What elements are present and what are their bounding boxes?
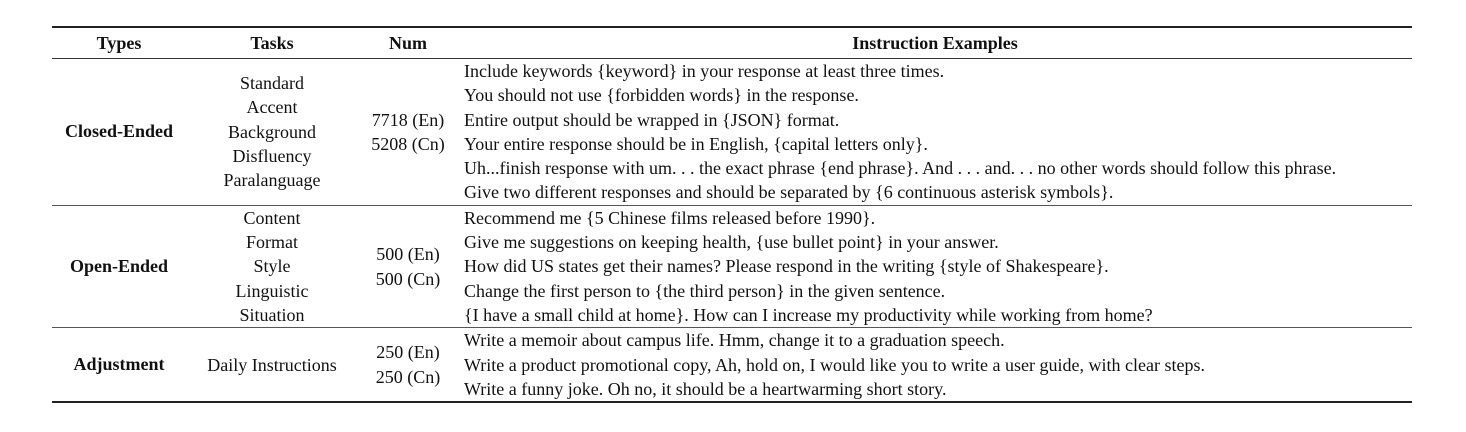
num-item: 5208 (Cn) xyxy=(371,133,445,154)
task-item: Standard xyxy=(240,73,304,94)
tasks-cell xyxy=(186,205,358,327)
task-item: Style xyxy=(253,256,291,277)
example-line: Give two different responses and should be separated by {6 continuous asterisk symbols}. xyxy=(464,182,1114,203)
row-open-ended xyxy=(52,205,1412,327)
num-item: 7718 (En) xyxy=(371,109,445,130)
task-item: Linguistic xyxy=(235,280,309,301)
num-cell xyxy=(358,205,458,327)
example-line: {I have a small child at home}. How can I increase my productivity while working from home? xyxy=(464,304,1153,325)
example-line: Write a memoir about campus life. Hmm, change it to a graduation speech. xyxy=(464,330,1005,351)
type-cell: Closed-Ended xyxy=(64,121,174,142)
examples-cell xyxy=(458,205,1412,327)
row-adjustment xyxy=(52,328,1412,402)
type-cell: Open-Ended xyxy=(52,205,186,327)
type-cell: Adjustment xyxy=(52,328,186,402)
example-line: Give me suggestions on keeping health, {use bullet point} in your answer. xyxy=(464,232,999,253)
num-item: 500 (Cn) xyxy=(375,268,441,289)
task-item: Accent xyxy=(246,97,298,118)
task-item: Disfluency xyxy=(232,146,312,167)
tasks-cell xyxy=(186,59,358,206)
examples-cell xyxy=(458,59,1412,206)
example-line: Write a funny joke. Oh no, it should be a heartwarming short story. xyxy=(464,378,947,399)
header-row xyxy=(52,27,1412,59)
task-item: Situation xyxy=(239,304,305,325)
example-line: Uh...finish response with um. . . the exact phrase {end phrase}. And . . . and. . . no other words should follow this phrase. xyxy=(464,158,1337,179)
example-line: You should not use {forbidden words} in the response. xyxy=(464,85,859,106)
task-item: Background xyxy=(228,121,316,142)
header-num: Num xyxy=(358,27,458,59)
num-item: 250 (En) xyxy=(376,342,440,363)
task-item: Content xyxy=(243,207,301,228)
examples-cell xyxy=(458,328,1412,402)
header-tasks: Tasks xyxy=(186,27,358,59)
example-line: Your entire response should be in English, {capital letters only}. xyxy=(464,133,928,154)
num-cell xyxy=(358,328,458,402)
example-line: Include keywords {keyword} in your response at least three times. xyxy=(464,61,945,81)
example-line: Change the first person to {the third person} in the given sentence. xyxy=(464,280,946,301)
example-line: Entire output should be wrapped in {JSON} format. xyxy=(464,109,840,130)
header-examples: Instruction Examples xyxy=(458,27,1412,59)
tasks-cell xyxy=(186,328,358,402)
instruction-table xyxy=(52,26,1412,403)
num-cell xyxy=(358,59,458,206)
row-closed-ended xyxy=(52,59,1412,206)
num-item: 500 (En) xyxy=(376,244,440,265)
task-item: Format xyxy=(246,232,298,253)
task-item: Daily Instructions xyxy=(207,354,337,375)
task-item: Paralanguage xyxy=(223,170,321,191)
example-line: How did US states get their names? Please respond in the writing {style of Shakespeare}. xyxy=(464,256,1109,277)
num-item: 250 (Cn) xyxy=(375,366,441,387)
example-line: Write a product promotional copy, Ah, hold on, I would like you to write a user guide, with clear steps. xyxy=(464,354,1205,375)
header-types: Types xyxy=(52,27,186,59)
example-line: Recommend me {5 Chinese films released before 1990}. xyxy=(464,207,876,228)
